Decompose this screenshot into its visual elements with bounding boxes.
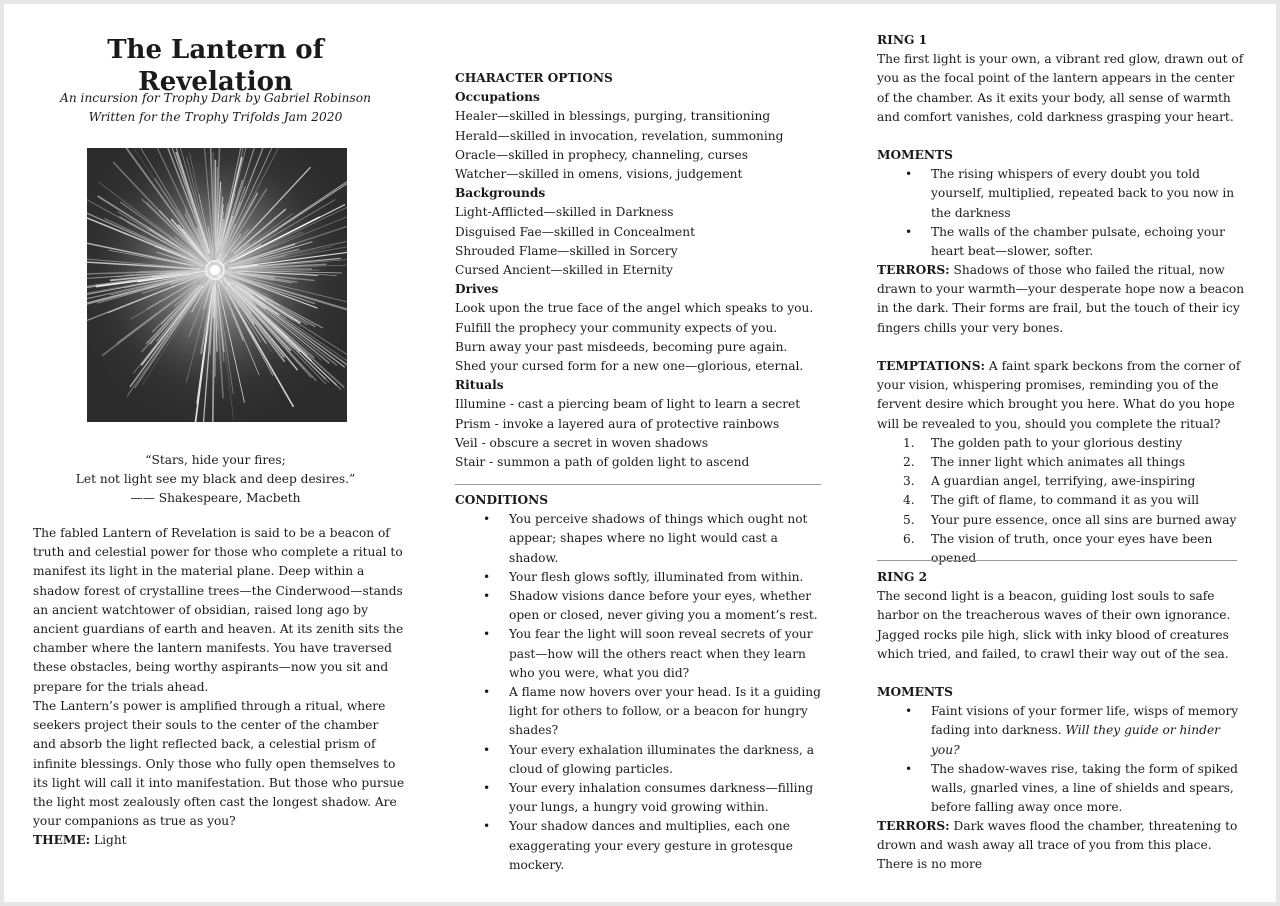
intro-paragraph-2: The Lantern’s power is amplified through a ritual, where seekers project their souls to the center of the chamber and absorb the light reflected back, a celestial prism of infinite blessings. Only those who fully open themselves to its light will call it into manifestation. But those who pursue the light most zealously often cast the longest shadow. Are your companions as true as you? xyxy=(33,699,405,829)
background-item: Cursed Ancient—skilled in Eternity xyxy=(455,263,673,278)
rituals-heading: Rituals xyxy=(455,378,504,393)
ring-1-section xyxy=(877,31,1247,127)
theme-value: Light xyxy=(90,833,127,847)
ritual-item: Illumine - cast a piercing beam of light to learn a secret xyxy=(455,397,801,412)
starburst-illustration xyxy=(87,148,347,422)
background-item: Light-Afflicted—skilled in Darkness xyxy=(455,205,674,220)
temptation-item: 6. The vision of truth, once your eyes have been opened xyxy=(903,531,1213,566)
condition-item: • Your every exhalation illuminates the darkness, a cloud of glowing particles. xyxy=(455,741,827,779)
moments-list xyxy=(877,702,1247,817)
terrors-text: Shadows of those who failed the ritual, now drawn to your warmth—your desperate hope now a beacon in the dark. Their forms are frail, but the touch of their icy fingers chills your very bones. xyxy=(877,263,1245,335)
theme-label: THEME: xyxy=(33,833,91,847)
ring-1-terrors xyxy=(877,261,1247,338)
ritual-item: Stair - summon a path of golden light to ascend xyxy=(455,455,750,470)
moments-heading: MOMENTS xyxy=(877,148,953,162)
temptations-text: A faint spark beckons from the corner of your vision, whispering promises, reminding you of the fervent desire which brought you here. What do you hope will be revealed to you, should you complete the ritual? xyxy=(877,359,1241,431)
condition-item: • You perceive shadows of things which ought not appear; shapes where no light would cast a shadow. xyxy=(455,510,827,568)
moments-heading: MOMENTS xyxy=(877,685,953,699)
condition-item: • A flame now hovers over your head. Is it a guiding light for others to follow, or a beacon for hungry shades? xyxy=(455,683,827,741)
temptation-item: 5. Your pure essence, once all sins are burned away xyxy=(903,512,1237,527)
condition-item: • Your every inhalation consumes darkness—filling your lungs, a hungry void growing within. xyxy=(455,779,827,817)
ritual-item: Prism - invoke a layered aura of protective rainbows xyxy=(455,416,780,431)
light-ray xyxy=(225,269,312,270)
ring-2-terrors xyxy=(877,817,1247,875)
drive-item: Fulfill the prophecy your community expects of you. xyxy=(455,320,778,335)
page-title: The Lantern of Revelation xyxy=(107,35,324,97)
occupation-item: Herald—skilled in invocation, revelation, summoning xyxy=(455,128,784,143)
subtitle-line: An incursion for Trophy Dark by Gabriel Robinson xyxy=(60,91,371,105)
conditions-section xyxy=(455,491,827,875)
temptation-text: The gift of flame, to command it as you will xyxy=(931,493,1199,508)
starburst-image xyxy=(87,148,347,422)
quote-line: Let not light see my black and deep desires.” xyxy=(75,472,356,487)
moment-item xyxy=(877,702,1247,760)
epigraph-quote xyxy=(33,451,398,509)
ring-2-section xyxy=(877,568,1247,664)
terrors-text: Dark waves flood the chamber, threatening to drown and wash away all trace of you from this place. There is no more xyxy=(877,819,1238,872)
ring-2-heading: RING 2 xyxy=(877,570,928,584)
condition-item: • Shadow visions dance before your eyes, whether open or closed, never giving you a moment’s rest. xyxy=(455,587,827,625)
condition-item: • Your shadow dances and multiplies, each one exaggerating your every gesture in grotesque mockery. xyxy=(455,817,827,875)
center-core xyxy=(210,265,220,275)
temptation-text: A guardian angel, terrifying, awe-inspiring xyxy=(931,474,1196,489)
conditions-list xyxy=(455,510,827,875)
ring-1-text: The first light is your own, a vibrant red glow, drawn out of you as the focal point of the lantern appears in the center of the chamber. As it exits your body, all sense of warmth and comfort vanishes, cold darkness grasping your heart. xyxy=(877,52,1244,124)
moment-italic-text: Will they guide or hinder you? xyxy=(931,723,1220,757)
character-options-heading: CHARACTER OPTIONS xyxy=(455,71,613,85)
condition-item: • Your flesh glows softly, illuminated from within. xyxy=(455,568,827,587)
drive-item: Look upon the true face of the angel which speaks to you. xyxy=(455,301,814,316)
theme-line xyxy=(33,831,127,850)
ring-2-moments xyxy=(877,683,1247,817)
ritual-item: Veil - obscure a secret in woven shadows xyxy=(455,435,709,450)
moment-text: Faint visions of your former life, wisps of memory fading into darkness. xyxy=(931,704,1239,738)
moment-item: • The rising whispers of every doubt you told yourself, multiplied, repeated back to you now in the darkness xyxy=(877,165,1247,223)
quote-attribution: —— Shakespeare, Macbeth xyxy=(130,491,301,506)
background-item: Disguised Fae—skilled in Concealment xyxy=(455,224,695,239)
subtitle-line: Written for the Trophy Trifolds Jam 2020 xyxy=(88,110,343,124)
moment-item: • The walls of the chamber pulsate, echoing your heart beat—slower, softer. xyxy=(877,223,1247,261)
occupation-item: Watcher—skilled in omens, visions, judgement xyxy=(455,167,743,182)
section-divider xyxy=(455,484,821,485)
occupations-heading: Occupations xyxy=(455,90,540,105)
drive-item: Shed your cursed form for a new one—glorious, eternal. xyxy=(455,359,804,374)
ring-1-moments xyxy=(877,146,1247,261)
temptation-item: 3. A guardian angel, terrifying, awe-inspiring xyxy=(903,474,1196,489)
temptation-item: 2. The inner light which animates all things xyxy=(903,455,1186,470)
temptation-text: The inner light which animates all things xyxy=(931,455,1186,470)
temptation-item: 4. The gift of flame, to command it as you will xyxy=(903,493,1199,508)
ring-1-temptations xyxy=(877,357,1247,568)
temptation-text: The vision of truth, once your eyes have been opened xyxy=(931,531,1213,566)
moments-list xyxy=(877,165,1247,261)
temptation-text: The golden path to your glorious destiny xyxy=(931,435,1183,450)
ring-2-text: The second light is a beacon, guiding lost souls to safe harbor on the treacherous waves of their own ignorance. Jagged rocks pile high, slick with inky blood of creatures which tried, and failed, to crawl their way out of the sea. xyxy=(877,589,1231,661)
subtitle xyxy=(33,89,398,127)
document-page xyxy=(4,4,1276,902)
terrors-label: TERRORS: xyxy=(877,819,950,833)
terrors-label: TERRORS: xyxy=(877,263,950,277)
temptation-item: 1. The golden path to your glorious destiny xyxy=(903,435,1183,450)
temptations-paragraph xyxy=(877,357,1247,434)
temptation-text: Your pure essence, once all sins are burned away xyxy=(931,512,1237,527)
drives-heading: Drives xyxy=(455,282,499,297)
conditions-heading: CONDITIONS xyxy=(455,493,549,507)
temptations-list xyxy=(877,434,1247,568)
quote-line: “Stars, hide your fires; xyxy=(145,453,286,467)
condition-item: • You fear the light will soon reveal secrets of your past—how will the others react when they learn who you were, what you did? xyxy=(455,625,827,683)
ring-1-heading: RING 1 xyxy=(877,33,928,47)
occupation-item: Healer—skilled in blessings, purging, transitioning xyxy=(455,109,771,124)
character-options-section xyxy=(455,69,827,472)
temptations-label: TEMPTATIONS: xyxy=(877,359,986,373)
background-item: Shrouded Flame—skilled in Sorcery xyxy=(455,243,678,258)
backgrounds-heading: Backgrounds xyxy=(455,186,546,201)
moment-item: • The shadow-waves rise, taking the form of spiked walls, gnarled vines, a line of shields and spears, before falling away once more. xyxy=(877,760,1247,818)
occupation-item: Oracle—skilled in prophecy, channeling, curses xyxy=(455,147,748,162)
intro-paragraph-1: The fabled Lantern of Revelation is said to be a beacon of truth and celestial power for those who complete a ritual to manifest its light in the material plane. Deep within a shadow forest of crystalline trees—the Cinderwood—stands an ancient watchtower of obsidian, raised long ago by ancient guardians of earth and heaven. At its zenith sits the chamber where the lantern manifests. You have traversed these obstacles, being worthy aspirants—now you sit and prepare for the trials ahead. xyxy=(33,526,404,694)
drive-item: Burn away your past misdeeds, becoming pure again. xyxy=(455,339,788,354)
section-divider xyxy=(877,560,1237,561)
